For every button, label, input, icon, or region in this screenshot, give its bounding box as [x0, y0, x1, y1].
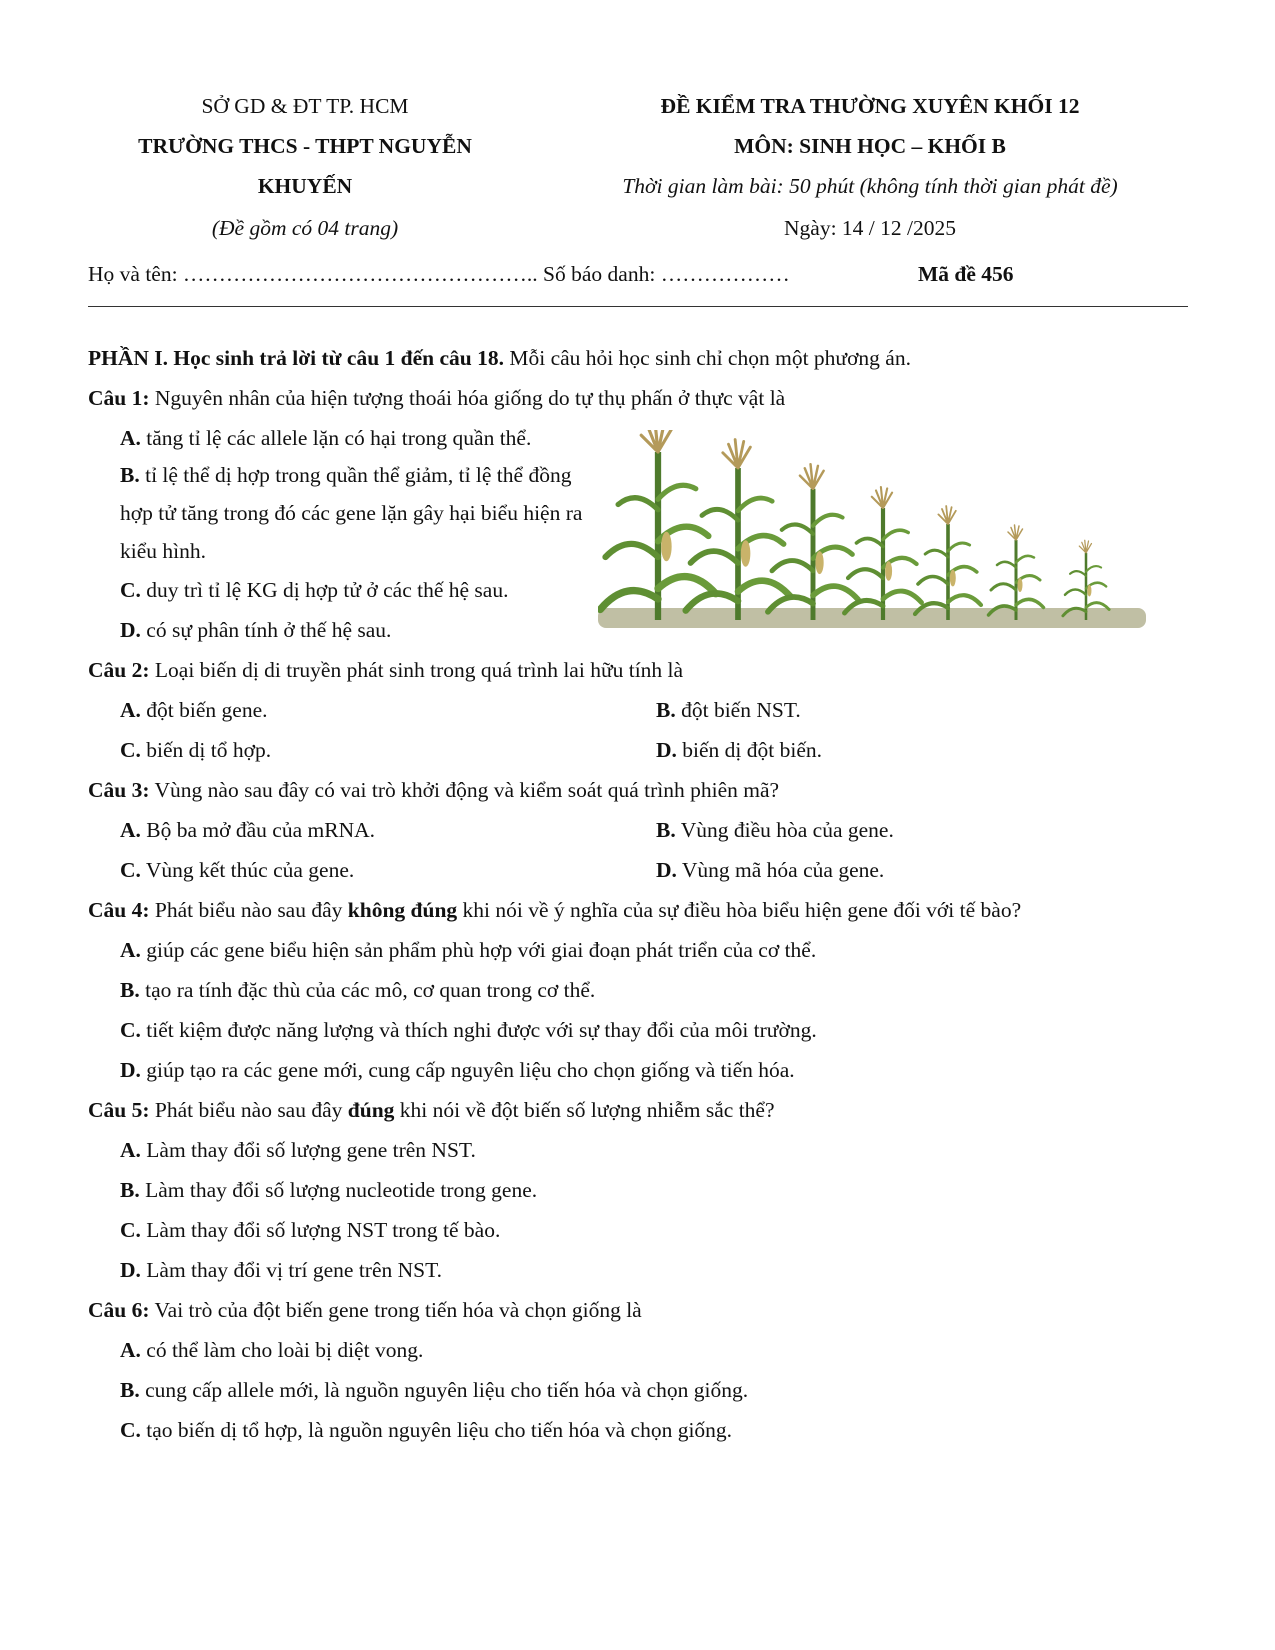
q4-b-text: tạo ra tính đặc thù của các mô, cơ quan trong cơ thể. [139, 978, 596, 1002]
q3-d-text: Vùng mã hóa của gene. [676, 858, 885, 882]
q2-c-text: biến dị tổ hợp. [140, 738, 272, 762]
q1-d-label: D. [120, 618, 141, 642]
q3-option-c [120, 860, 354, 882]
q6-a-label: A. [120, 1338, 141, 1362]
q5-label: Câu 5: [88, 1098, 150, 1122]
q5-text-emphasis: đúng [347, 1098, 395, 1122]
q3-option-b [656, 820, 894, 842]
department-name: SỞ GD & ĐT TP. HCM [201, 94, 409, 118]
q5-a-label: A. [120, 1138, 141, 1162]
q5-option-b [120, 1180, 537, 1202]
exam-code: Mã đề 456 [918, 262, 1014, 286]
q2-a-text: đột biến gene. [140, 698, 268, 722]
time-note: Thời gian làm bài: 50 phút (không tính thời gian phát đề) [622, 174, 1118, 198]
q2-a-label: A. [120, 698, 141, 722]
q5-b-label: B. [120, 1178, 140, 1202]
q4-d-label: D. [120, 1058, 141, 1082]
q1-option-d [120, 620, 391, 642]
subject-title: MÔN: SINH HỌC – KHỐI B [734, 134, 1006, 158]
q5-option-a [120, 1140, 476, 1162]
q5-a-text: Làm thay đổi số lượng gene trên NST. [140, 1138, 476, 1162]
q4-text-emphasis: không đúng [347, 898, 458, 922]
q2-option-d [656, 740, 822, 762]
q6-text: Vai trò của đột biến gene trong tiến hóa và chọn giống là [149, 1298, 642, 1322]
q2-option-a [120, 700, 267, 722]
q5-b-text: Làm thay đổi số lượng nucleotide trong gene. [139, 1178, 538, 1202]
q6-a-text: có thể làm cho loài bị diệt vong. [140, 1338, 424, 1362]
q3-a-text: Bộ ba mở đầu của mRNA. [140, 818, 376, 842]
q1-text: Nguyên nhân của hiện tượng thoái hóa giống do tự thụ phấn ở thực vật là [149, 386, 786, 410]
q2-text: Loại biến dị di truyền phát sinh trong quá trình lai hữu tính là [149, 658, 684, 682]
q3-b-label: B. [656, 818, 676, 842]
question-5 [88, 1100, 775, 1122]
q6-c-text: tạo biến dị tổ hợp, là nguồn nguyên liệu cho tiến hóa và chọn giống. [140, 1418, 733, 1442]
q5-option-d [120, 1260, 442, 1282]
q1-option-a [120, 428, 531, 450]
part1-title: PHẦN I. Học sinh trả lời từ câu 1 đến câu 18. [88, 346, 504, 370]
q6-option-a [120, 1340, 423, 1362]
q3-text: Vùng nào sau đây có vai trò khởi động và kiểm soát quá trình phiên mã? [149, 778, 780, 802]
q5-text-pre: Phát biểu nào sau đây [149, 1098, 348, 1122]
q5-option-c [120, 1220, 500, 1242]
q1-b-text: tỉ lệ thể dị hợp trong quần thể giảm, tỉ lệ thể đồng hợp tử tăng trong đó các gene lặn gây hại biểu hiện ra kiểu hình. [120, 463, 583, 563]
q3-option-a [120, 820, 375, 842]
q2-b-text: đột biến NST. [675, 698, 801, 722]
q5-text-post: khi nói về đột biến số lượng nhiễm sắc thể? [394, 1098, 775, 1122]
q5-d-text: Làm thay đổi vị trí gene trên NST. [140, 1258, 443, 1282]
q4-d-text: giúp tạo ra các gene mới, cung cấp nguyên liệu cho chọn giống và tiến hóa. [140, 1058, 795, 1082]
q4-text-post: khi nói về ý nghĩa của sự điều hòa biểu hiện gene đối với tế bào? [457, 898, 1022, 922]
q2-c-label: C. [120, 738, 141, 762]
q5-c-label: C. [120, 1218, 141, 1242]
question-4 [88, 900, 1021, 922]
q2-d-text: biến dị đột biến. [676, 738, 823, 762]
q3-label: Câu 3: [88, 778, 150, 802]
q1-option-c [120, 580, 508, 602]
student-info-line: Họ và tên: ………………………………………….. Số báo danh: ……………… [88, 262, 790, 286]
q2-b-label: B. [656, 698, 676, 722]
q1-a-text: tăng tỉ lệ các allele lặn có hại trong quần thể. [140, 426, 532, 450]
q4-label: Câu 4: [88, 898, 150, 922]
q6-b-text: cung cấp allele mới, là nguồn nguyên liệu cho tiến hóa và chọn giống. [139, 1378, 749, 1402]
q3-a-label: A. [120, 818, 141, 842]
school-name-line1: TRƯỜNG THCS - THPT NGUYỄN [138, 134, 472, 158]
q3-option-d [656, 860, 884, 882]
question-3 [88, 780, 779, 802]
corn-plants-illustration [598, 430, 1146, 640]
q4-c-text: tiết kiệm được năng lượng và thích nghi được với sự thay đổi của môi trường. [140, 1018, 817, 1042]
q1-label: Câu 1: [88, 386, 150, 410]
school-name-line2: KHUYẾN [257, 174, 353, 198]
header-divider [88, 306, 1188, 307]
question-2 [88, 660, 683, 682]
q6-option-b [120, 1380, 748, 1402]
q3-c-label: C. [120, 858, 141, 882]
q4-option-d [120, 1060, 795, 1082]
q1-a-label: A. [120, 426, 141, 450]
q4-option-a [120, 940, 816, 962]
q4-c-label: C. [120, 1018, 141, 1042]
question-6 [88, 1300, 642, 1322]
q1-d-text: có sự phân tính ở thế hệ sau. [140, 618, 392, 642]
exam-date: Ngày: 14 / 12 /2025 [784, 216, 956, 240]
q4-option-c [120, 1020, 817, 1042]
q5-c-text: Làm thay đổi số lượng NST trong tế bào. [140, 1218, 501, 1242]
q1-c-label: C. [120, 578, 141, 602]
q3-d-label: D. [656, 858, 677, 882]
q3-b-text: Vùng điều hòa của gene. [675, 818, 894, 842]
q4-a-text: giúp các gene biểu hiện sản phẩm phù hợp với giai đoạn phát triển của cơ thể. [140, 938, 817, 962]
q3-c-text: Vùng kết thúc của gene. [140, 858, 355, 882]
q4-b-label: B. [120, 978, 140, 1002]
q2-option-b [656, 700, 801, 722]
part1-instruction: Mỗi câu hỏi học sinh chỉ chọn một phương án. [504, 346, 911, 370]
q1-c-text: duy trì tỉ lệ KG dị hợp tử ở các thế hệ sau. [140, 578, 509, 602]
q1-b-label: B. [120, 463, 140, 487]
pages-note: (Đề gồm có 04 trang) [211, 216, 399, 240]
q2-d-label: D. [656, 738, 677, 762]
q6-b-label: B. [120, 1378, 140, 1402]
q6-c-label: C. [120, 1418, 141, 1442]
q4-text-pre: Phát biểu nào sau đây [149, 898, 348, 922]
q2-option-c [120, 740, 271, 762]
q1-option-b [120, 456, 590, 570]
q5-d-label: D. [120, 1258, 141, 1282]
q2-label: Câu 2: [88, 658, 150, 682]
exam-title: ĐỀ KIỂM TRA THƯỜNG XUYÊN KHỐI 12 [660, 94, 1080, 118]
q6-label: Câu 6: [88, 1298, 150, 1322]
q4-option-b [120, 980, 595, 1002]
q4-a-label: A. [120, 938, 141, 962]
question-1 [88, 388, 785, 410]
part1-heading [88, 348, 911, 370]
q6-option-c [120, 1420, 732, 1442]
